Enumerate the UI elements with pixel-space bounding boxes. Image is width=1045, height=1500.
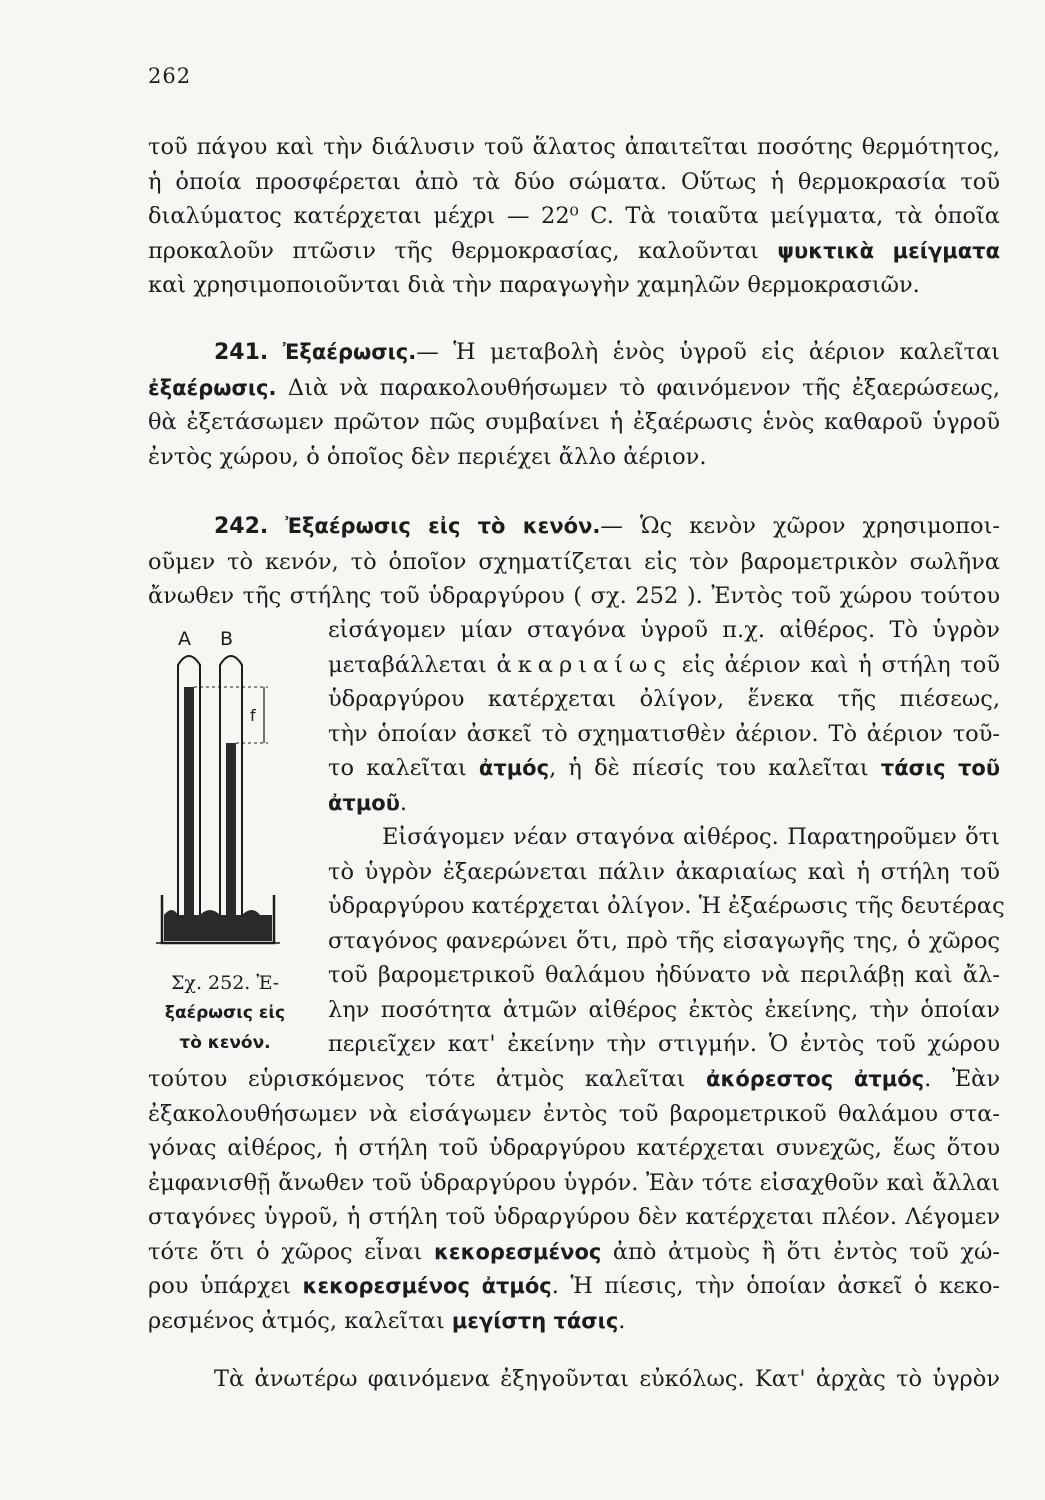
text-line: τὸ ὑγρὸν ἐξαερώνεται πάλιν ἀκαριαίως καὶ ἡ στήλη τοῦ: [328, 858, 1000, 885]
text-fragment: . Ἡ πίεσις, τὴν ὁποίαν ἀσκεῖ ὁ κεκο-: [551, 1273, 1000, 1299]
text-line: [148, 371, 1000, 406]
caption-line: Σχ. 252. Ἐ-: [171, 972, 279, 994]
section-242-narrow: [328, 613, 1005, 1062]
text-fragment: Διὰ νὰ παρακολουθήσωμεν τὸ φαινόμενον τῆς ἐξαερώσεως,: [276, 374, 1000, 401]
text-line: τὴν ὁποίαν ἀσκεῖ τὸ σχηματισθὲν ἀέριον. Τὸ ἀέριον τοῦ-: [328, 720, 1000, 747]
text-line: τοῦ βαρομετρικοῦ θαλάμου ἠδύνατο νὰ περιλάβῃ καὶ ἄλ-: [328, 962, 1000, 988]
text-fragment: , ἡ δὲ πίεσίς του καλεῖται: [549, 755, 881, 781]
term-bold: τάσις τοῦ: [880, 756, 1000, 780]
text-line: ὑδραργύρου κατέρχεται ὀλίγον, ἕνεκα τῆς πιέσεως,: [328, 686, 1000, 712]
tube-label-a: A: [178, 628, 191, 650]
term-bold: κεκορεσμένος: [433, 1239, 602, 1264]
text-fragment: μεταβάλλεται: [328, 651, 497, 678]
text-fragment: . Ἐὰν: [924, 1066, 1001, 1092]
final-paragraph: [148, 1362, 1000, 1397]
text-line: ἄνωθεν τῆς στήλης τοῦ ὑδραργύρου ( σχ. 252 ). Ἐντὸς τοῦ χώρου τούτου: [148, 583, 1000, 609]
text-fragment: εἰς ἀέριον καὶ ἡ στήλη τοῦ: [672, 651, 1001, 678]
caption-line: τὸ κενόν.: [179, 1033, 271, 1053]
text-line: ἐμφανισθῇ ἄνωθεν τοῦ ὑδραργύρου ὑγρόν. Ἐὰν τότε εἰσαχθοῦν καὶ ἄλλαι: [148, 1169, 1000, 1196]
text-line: [148, 234, 1000, 269]
text-line: ἡ ὁποία προσφέρεται ἀπὸ τὰ δύο σώματα. Οὕτως ἡ θερμοκρασία τοῦ: [148, 168, 1000, 195]
section-242-head: [148, 509, 1000, 614]
text-fragment: — Ἡ μεταβολὴ ἑνὸς ὑγροῦ εἰς ἀέριον καλεῖται: [416, 339, 1000, 365]
text-line: [148, 1269, 1000, 1304]
section-number: 242.: [214, 514, 269, 539]
text-line: σταγόνος φανερώνει ὅτι, πρὸ τῆς εἰσαγωγῆς της, ὁ χῶρος: [328, 927, 1000, 954]
section-241: [148, 335, 1000, 474]
text-line: περιεῖχεν κατ' ἐκείνην τὴν στιγμήν. Ὁ ἐντὸς τοῦ χώρου: [328, 1031, 1000, 1057]
term-bold: ψυκτικὰ μείγματα: [777, 238, 1001, 263]
text-line: σταγόνες ὑγροῦ, ἡ στήλη τοῦ ὑδραργύρου δὲν κατέρχεται πλέον. Λέγομεν: [148, 1204, 1000, 1230]
text-line: λην ποσότητα ἀτμῶν αἰθέρος ἐκτὸς ἐκείνης, τὴν ὁποίαν: [328, 996, 1000, 1023]
text-fragment: τούτου εὑρισκόμενος τότε ἀτμὸς καλεῖται: [148, 1066, 707, 1092]
text-fragment: — Ὡς κενὸν χῶρον χρησιμοποι-: [600, 513, 1001, 539]
text-line: Εἰσάγομεν νέαν σταγόνα αἰθέρος. Παρατηροῦμεν ὅτι: [382, 824, 1000, 850]
text-fragment: το καλεῖται: [328, 755, 479, 781]
height-label-f: f: [250, 706, 256, 725]
text-line: διαλύματος κατέρχεται μέχρι — 22⁰ C. Τὰ τοιαῦτα μείγματα, τὰ ὁποῖα: [148, 203, 1000, 229]
basin-mercury: [164, 910, 272, 941]
section-title: Ἐξαέρωσις.: [282, 340, 417, 364]
text-line: γόνας αἰθέρος, ἡ στήλη τοῦ ὑδραργύρου κατέρχεται συνεχῶς, ἕως ὅτου: [148, 1135, 1000, 1161]
text-fragment: ρεσμένος ἀτμός, καλεῖται: [148, 1307, 452, 1334]
mercury-column-b: [226, 743, 236, 933]
text-line: ἐξακολουθήσωμεν νὰ εἰσάγωμεν ἐντὸς τοῦ βαρομετρικοῦ θαλάμου στα-: [148, 1100, 1000, 1127]
page-number: 262: [148, 64, 192, 88]
text-line: [148, 1304, 1000, 1339]
text-fragment: ρου ὑπάρχει: [148, 1273, 303, 1299]
text-line: [328, 648, 1000, 683]
term-bold: ἀτμός: [478, 756, 550, 780]
text-line: ἐντὸς χώρου, ὁ ὁποῖος δὲν περιέχει ἄλλο ἀέριον.: [148, 443, 707, 470]
text-line: θὰ ἐξετάσωμεν πρῶτον πῶς συμβαίνει ἡ ἐξαέρωσις ἑνὸς καθαροῦ ὑγροῦ: [148, 409, 1000, 435]
section-heading-line: [148, 509, 1000, 545]
text-line: οῦμεν τὸ κενόν, τὸ ὁποῖον σχηματίζεται εἰς τὸν βαρομετρικὸν σωλῆνα: [148, 548, 1000, 575]
text-line: [328, 751, 1000, 786]
text-fragment: .: [618, 1307, 626, 1334]
text-fragment: ἀπὸ ἀτμοὺς ἢ ὅτι ἐντὸς τοῦ χώ-: [601, 1238, 1000, 1265]
text-line: [148, 1235, 1000, 1270]
text-line: [148, 1062, 1000, 1097]
spaced-term: ἀκαριαίως: [496, 651, 672, 678]
section-heading-line: [148, 335, 1000, 371]
text-line: τοῦ πάγου καὶ τὴν διάλυσιν τοῦ ἅλατος ἀπαιτεῖται ποσότης θερμότητος,: [148, 134, 1000, 160]
figure-caption: [140, 968, 310, 1058]
text-fragment: προκαλοῦν πτῶσιν τῆς θερμοκρασίας, καλοῦνται: [148, 237, 778, 264]
text-fragment: τότε ὅτι ὁ χῶρος εἶναι: [148, 1238, 434, 1265]
mercury-column-a: [184, 687, 194, 933]
intro-paragraph: [148, 130, 1000, 303]
text-line: ὑδραργύρου κατέρχεται ὀλίγον. Ἡ ἐξαέρωσις τῆς δευτέρας: [328, 893, 1005, 919]
term-bold: ἐξαέρωσις.: [148, 375, 277, 400]
tube-label-b: B: [220, 628, 234, 650]
section-title: Ἐξαέρωσις εἰς τὸ κενόν.: [285, 514, 601, 538]
text-line: εἰσάγομεν μίαν σταγόνα ὑγροῦ π.χ. αἰθέρος. Τὸ ὑγρὸν: [328, 617, 1000, 643]
caption-line: ξαέρωσις εἰς: [164, 1003, 286, 1023]
text-line: καὶ χρησιμοποιοῦνται διὰ τὴν παραγωγὴν χαμηλῶν θερμοκρασιῶν.: [148, 272, 920, 298]
term-bold: μεγίστη τάσις: [451, 1308, 619, 1333]
term-bold: κεκορεσμένος ἀτμός: [302, 1274, 552, 1298]
text-fragment: .: [399, 789, 408, 816]
section-242-continuation: [148, 1062, 1000, 1338]
text-line: [328, 786, 1000, 821]
section-number: 241.: [214, 340, 269, 365]
text-line: Τὰ ἀνωτέρω φαινόμενα ἐξηγοῦνται εὐκόλως. Κατ' ἀρχὰς τὸ ὑγρὸν: [214, 1366, 1000, 1392]
term-bold: ἀκόρεστος ἀτμός: [706, 1067, 925, 1091]
term-bold: ἀτμοῦ: [328, 790, 400, 815]
